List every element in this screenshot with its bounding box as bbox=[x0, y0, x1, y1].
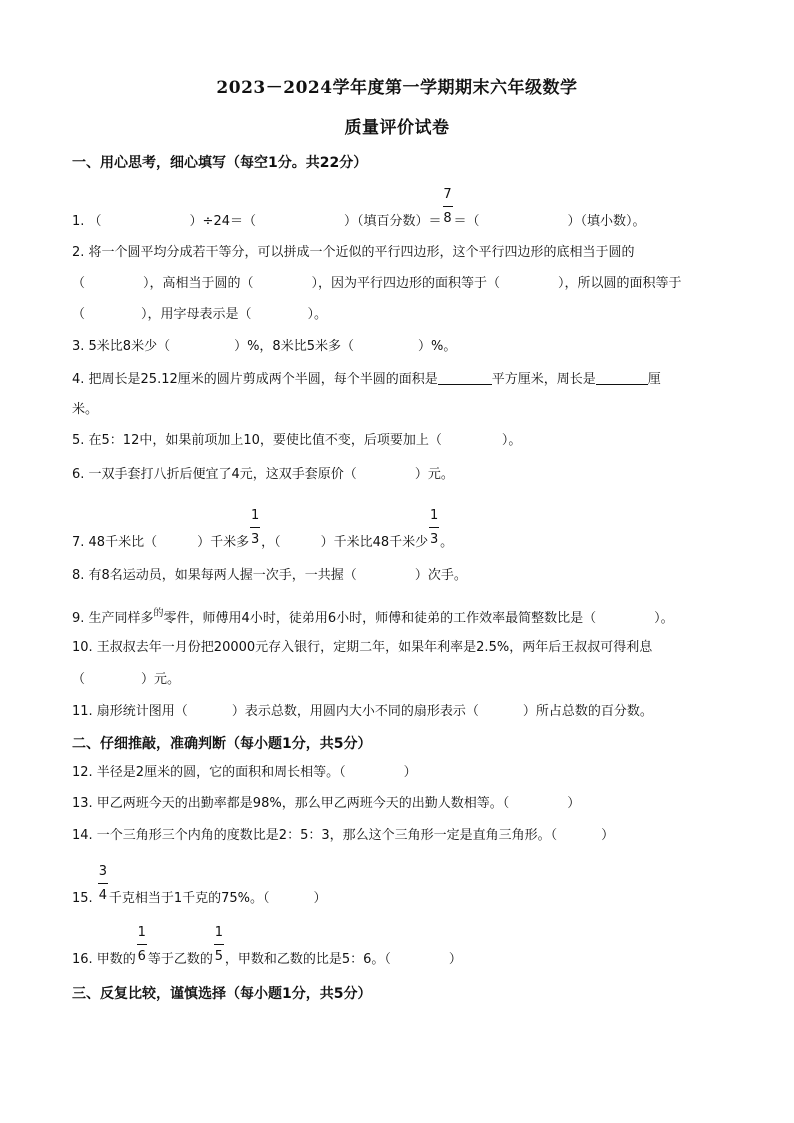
question-3: 3. 5米比8米少（ ）%，8米比5米多（ ）%。 bbox=[72, 339, 457, 354]
question-14: 14. 一个三角形三个内角的度数比是2：5：3，那么这个三角形一定是直角三角形。（ ） bbox=[72, 828, 615, 843]
exam-subtitle: 质量评价试卷 bbox=[344, 118, 450, 138]
question-9: 9. 生产同样多$^的$零件，师傅用4小时，徒弟用6小时，师傅和徒弟的工作效率最简整数比是（ ）。 bbox=[72, 608, 674, 626]
fraction-1-3: $\frac{1}{3}$ bbox=[250, 508, 260, 547]
question-11: 11. 扇形统计图用（ ）表示总数，用圆内大小不同的扇形表示（ ）所占总数的百分数。 bbox=[72, 704, 653, 719]
fraction-3-4: $\frac{3}{4}$ bbox=[98, 864, 107, 903]
question-8: 8. 有8名运动员，如果每两人握一次手，一共握（ ）次手。 bbox=[72, 568, 467, 583]
question-10-line-2: （ ）元。 bbox=[72, 672, 181, 687]
question-10-line-1: 10. 王叔叔去年一月份把20000元存入银行，定期二年，如果年利率是2.5%，两年后王叔叔可得利息 bbox=[72, 640, 653, 655]
question-5: 5. 在5：12中，如果前项加上10，要使比值不变，后项要加上（ ）。 bbox=[72, 433, 522, 448]
section-3-heading: 三、反复比较，谨慎选择（每小题1分，共5分） bbox=[72, 986, 372, 1002]
question-13: 13. 甲乙两班今天的出勤率都是98%，那么甲乙两班今天的出勤人数相等。（ ） bbox=[72, 796, 581, 811]
section-1-heading: 一、用心思考，细心填写（每空1分。共22分） bbox=[72, 155, 368, 171]
exam-title: 2023－2024学年度第一学期期末六年级数学 bbox=[216, 78, 578, 98]
fraction-7-8: $\frac{7}{8}$ bbox=[443, 187, 452, 226]
question-1: 1. （ ）÷24＝（ ）（填百分数）＝ $\frac{7}{8}$ ＝（ ）（填小数）。 bbox=[72, 187, 646, 229]
fraction-1-3: $\frac{1}{3}$ bbox=[430, 508, 439, 547]
question-2-line-2: （ ），高相当于圆的（ ），因为平行四边形的面积等于（ ），所以圆的面积等于 bbox=[72, 276, 682, 291]
question-7: 7. 48千米比（ ）千米多 $\frac{1}{3}$ ，（ ）千米比48千米少 $\frac{1}{3}$ 。 bbox=[72, 508, 454, 550]
question-2-line-1: 2. 将一个圆平均分成若干等分，可以拼成一个近似的平行四边形，这个平行四边形的底相当于圆的 bbox=[72, 245, 635, 260]
question-15: 15. $\frac{3}{4}$ 千克相当于1千克的75%。（ ） bbox=[72, 864, 327, 906]
question-6: 6. 一双手套打八折后便宜了4元，这双手套原价（ ）元。 bbox=[72, 467, 454, 482]
question-12: 12. 半径是2厘米的圆，它的面积和周长相等。（ ） bbox=[72, 765, 417, 780]
section-2-heading: 二、仔细推敲，准确判断（每小题1分，共5分） bbox=[72, 736, 372, 752]
question-2-line-3: （ ），用字母表示是（ ）。 bbox=[72, 307, 328, 322]
question-16: 16. 甲数的 $\frac{1}{6}$ 等于乙数的 $\frac{1}{5}$ ，甲数和乙数的比是5：6。（ ） bbox=[72, 925, 462, 967]
fraction-1-6: $\frac{1}{6}$ bbox=[137, 925, 146, 964]
fraction-1-5: $\frac{1}{5}$ bbox=[214, 925, 223, 964]
question-4-line-2: 米。 bbox=[72, 402, 99, 417]
question-4-line-1: 4. 把周长是25.12厘米的圆片剪成两个半圆，每个半圆的面积是 平方厘米，周长是 厘 bbox=[72, 372, 661, 387]
